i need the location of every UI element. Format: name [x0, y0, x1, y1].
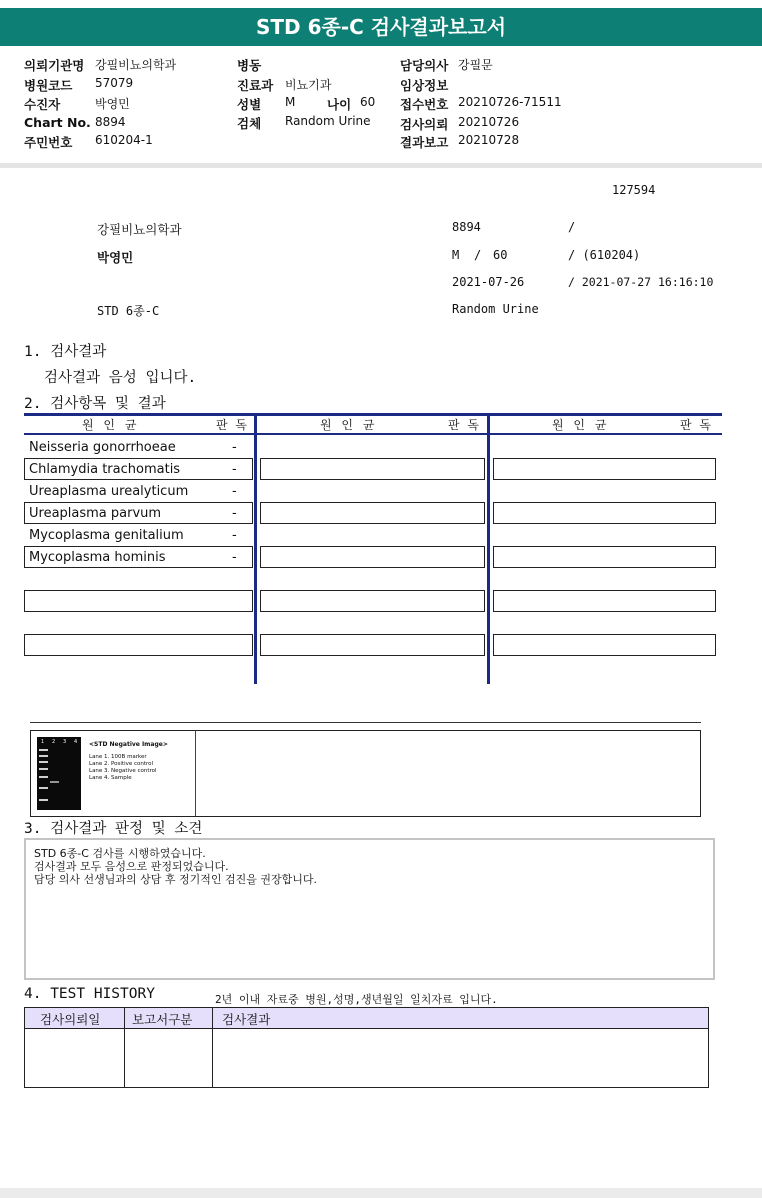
gel-band [50, 781, 59, 783]
section2-heading: 2. 검사항목 및 결과 [24, 396, 166, 412]
header-value-sex: M [285, 95, 296, 109]
header-value-hospital-code: 57079 [95, 76, 134, 90]
summary-patient-name: 박영민 [97, 250, 134, 265]
organism-result: - [232, 462, 237, 477]
section1-result-text: 검사결과 음성 입니다. [44, 370, 197, 386]
opinion-line: 검사결과 모두 음성으로 판정되었습니다. [34, 860, 229, 873]
grid-divider-2 [487, 413, 490, 684]
result-box [493, 634, 716, 656]
summary-clinic: 강필비뇨의학과 [97, 222, 182, 237]
organism-result: - [232, 550, 237, 565]
result-box [260, 502, 485, 524]
gel-caption-title: <STD Negative Image> [89, 741, 168, 748]
summary-slash-mid: / [474, 248, 482, 262]
organism-name: Ureaplasma urealyticum [29, 484, 189, 499]
gel-band [39, 768, 48, 770]
col-header-result-3: 판 독 [680, 418, 711, 432]
section1-heading: 1. 검사결과 [24, 344, 107, 360]
summary-slash: / [568, 220, 576, 234]
opinion-line: STD 6종-C 검사를 시행하였습니다. [34, 847, 206, 860]
summary-sex: M [452, 248, 460, 262]
image-divider [195, 731, 196, 816]
result-box [493, 502, 716, 524]
organism-result: - [232, 506, 237, 521]
result-box [260, 634, 485, 656]
header-label-report-date: 결과보고 [400, 135, 449, 150]
summary-birth: / (610204) [568, 248, 641, 262]
header-label-request-date: 검사의뢰 [400, 117, 449, 132]
history-note: 2년 이내 자료중 병원,성명,생년월일 일치자료 입니다. [215, 993, 498, 1006]
summary-report-datetime: / 2021-07-27 16:16:10 [568, 275, 714, 289]
header-label-sex: 성별 [237, 97, 262, 112]
header-value-doctor: 강필문 [458, 58, 493, 72]
header-value-receipt-no: 20210726-71511 [458, 95, 562, 109]
summary-code: 127594 [612, 183, 656, 197]
col-header-result-2: 판 독 [448, 418, 479, 432]
opinion-box [24, 838, 715, 980]
organism-name: Mycoplasma hominis [29, 550, 166, 565]
gel-caption-line: Lane 1. 100B marker [89, 754, 147, 760]
gel-caption-line: Lane 3. Negative control [89, 768, 157, 774]
header-label-age: 나이 [327, 97, 352, 112]
organism-name: Mycoplasma genitalium [29, 528, 184, 543]
header-label-patient: 수진자 [24, 97, 61, 112]
opinion-line: 담당 의사 선생님과의 상담 후 정기적인 검진을 권장합니다. [34, 873, 317, 886]
header-value-department: 비뇨기과 [285, 78, 332, 92]
history-table-header [25, 1008, 708, 1029]
history-col-divider [212, 1008, 213, 1087]
summary-specimen: Random Urine [452, 302, 539, 316]
result-box [260, 546, 485, 568]
header-value-chart-no: 8894 [95, 115, 126, 129]
header-divider [0, 163, 762, 168]
result-box [493, 458, 716, 480]
gel-band [39, 776, 48, 778]
gel-image-panel [30, 730, 701, 817]
gel-band [39, 787, 48, 789]
report-title: STD 6종-C 검사결과보고서 [0, 8, 762, 46]
organism-name: Ureaplasma parvum [29, 506, 162, 521]
result-box [24, 590, 253, 612]
result-box [493, 546, 716, 568]
organism-result: - [232, 484, 237, 499]
grid-divider-1 [254, 413, 257, 684]
header-label-chart-no: Chart No. [24, 115, 91, 130]
header-label-specimen: 검체 [237, 116, 262, 131]
image-top-rule [30, 722, 701, 723]
header-label-doctor: 담당의사 [400, 58, 449, 73]
gel-caption [89, 741, 168, 782]
gel-caption-line: Lane 2. Positive control [89, 761, 154, 767]
header-label-clinical-info: 임상정보 [400, 78, 449, 93]
result-box [260, 458, 485, 480]
header-label-clinic: 의뢰기관명 [24, 58, 85, 73]
lane-number: 4 [74, 739, 78, 745]
history-col-divider [124, 1008, 125, 1087]
section3-heading: 3. 검사결과 판정 및 소견 [24, 821, 203, 837]
header-value-patient: 박영민 [95, 97, 130, 111]
header-value-specimen: Random Urine [285, 114, 371, 128]
result-box [493, 590, 716, 612]
grid-header-rule [24, 433, 722, 435]
result-box [260, 590, 485, 612]
col-header-organism-1: 원 인 균 [82, 418, 137, 432]
gel-band [39, 755, 48, 757]
history-col-report-type: 보고서구분 [132, 1012, 193, 1027]
history-table [24, 1007, 709, 1088]
lane-number: 1 [41, 739, 45, 745]
page-bottom-bar [0, 1188, 762, 1198]
header-label-hospital-code: 병원코드 [24, 78, 73, 93]
section4-heading: 4. TEST HISTORY [24, 986, 155, 1002]
summary-test-name: STD 6종-C [97, 304, 160, 318]
header-value-request-date: 20210726 [458, 115, 520, 129]
col-header-result-1: 판 독 [216, 418, 247, 432]
history-col-result: 검사결과 [222, 1012, 271, 1027]
col-header-organism-3: 원 인 균 [552, 418, 607, 432]
organism-result: - [232, 528, 237, 543]
header-label-receipt-no: 접수번호 [400, 97, 449, 112]
gel-band [39, 749, 48, 751]
lane-number: 3 [63, 739, 67, 745]
col-header-organism-2: 원 인 균 [320, 418, 375, 432]
header-value-clinic: 강필비뇨의학과 [95, 58, 177, 72]
summary-age: 60 [493, 248, 508, 262]
header-label-ward: 병동 [237, 58, 262, 73]
header-value-report-date: 20210728 [458, 133, 520, 147]
lane-number: 2 [52, 739, 56, 745]
gel-band [39, 761, 48, 763]
history-col-request-date: 검사의뢰일 [40, 1012, 101, 1027]
summary-chart-no: 8894 [452, 220, 481, 234]
header-value-age: 60 [360, 95, 376, 109]
header-label-department: 진료과 [237, 78, 274, 93]
gel-image [37, 737, 81, 810]
header-value-resident-no: 610204-1 [95, 133, 153, 147]
organism-result: - [232, 440, 237, 455]
gel-caption-line: Lane 4. Sample [89, 775, 132, 781]
header-label-resident-no: 주민번호 [24, 135, 73, 150]
summary-request-date: 2021-07-26 [452, 275, 525, 289]
organism-name: Chlamydia trachomatis [29, 462, 181, 477]
organism-name: Neisseria gonorrhoeae [29, 440, 176, 455]
result-box [24, 634, 253, 656]
gel-band [39, 799, 48, 801]
